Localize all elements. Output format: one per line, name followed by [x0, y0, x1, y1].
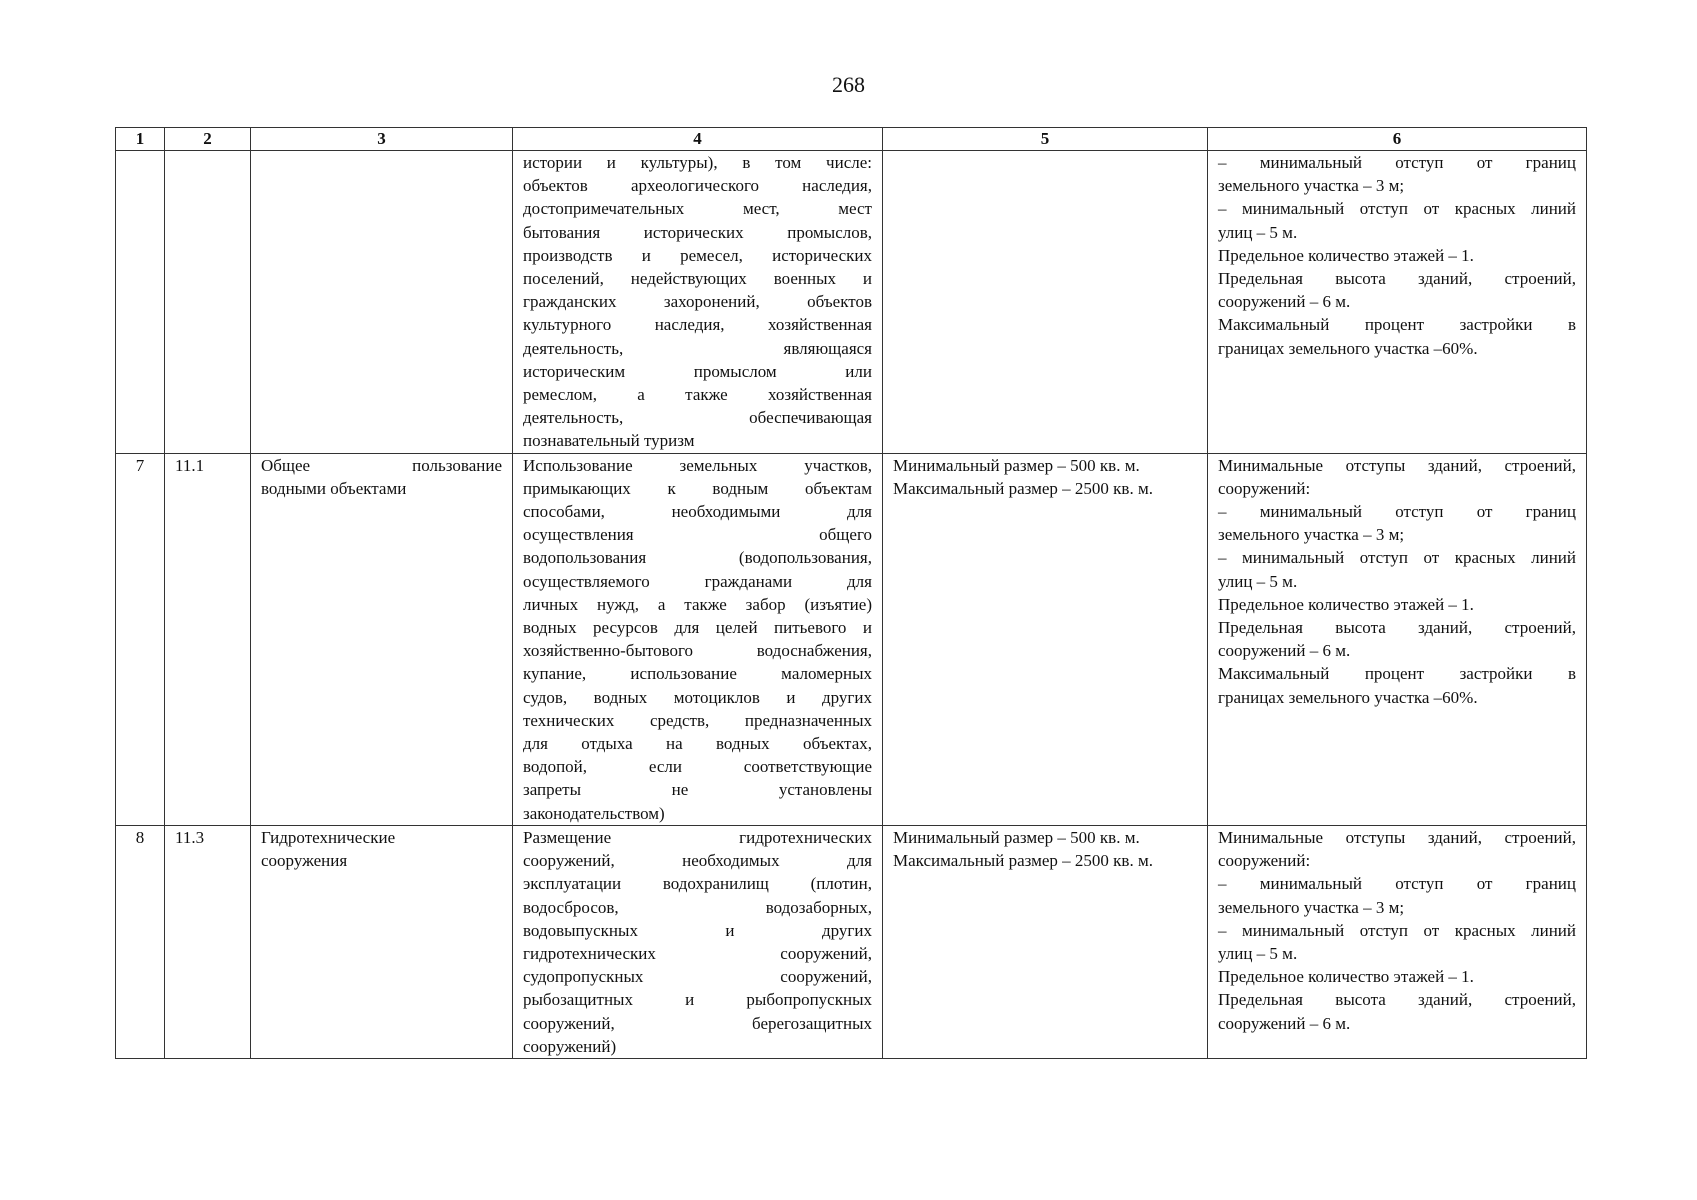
parameter-line: земельного участка – 3 м; [1218, 176, 1405, 196]
description-line: производств и ремесел, исторических [523, 245, 872, 265]
parameter-line: сооружений – 6 м. [1218, 641, 1351, 661]
plot-size-line: Максимальный размер – 2500 кв. м. [893, 851, 1153, 871]
parameter-line: сооружений: [1218, 478, 1311, 498]
plot-size-line: Минимальный размер – 500 кв. м. [893, 455, 1140, 475]
description-line: ремеслом, а также хозяйственная [523, 385, 872, 405]
parameter-line: земельного участка – 3 м; [1218, 525, 1405, 545]
description-line: деятельность, обеспечивающая [523, 408, 872, 428]
row-number-cell [116, 151, 165, 454]
description-line: водовыпускных и других [523, 920, 872, 940]
description-line: сооружений) [523, 1036, 617, 1056]
column-header: 4 [513, 128, 883, 151]
use-name-line: Гидротехнические [261, 827, 396, 847]
table-row [116, 151, 1587, 454]
description-line: купание, использование маломерных [523, 664, 872, 684]
row-number: 8 [135, 827, 145, 847]
parameter-line: границах земельного участка –60%. [1218, 687, 1478, 707]
description-line: познавательный туризм [523, 431, 695, 451]
description-line: для отдыха на водных объектах, [523, 734, 872, 754]
parameter-line: – минимальный отступ от границ [1218, 153, 1576, 172]
parameter-line: улиц – 5 м. [1218, 571, 1298, 591]
description-line: сооружений, берегозащитных [523, 1013, 872, 1033]
description-cell [513, 151, 883, 454]
use-name-line: водными объектами [261, 478, 407, 498]
use-name-cell [251, 825, 513, 1058]
table-header-row [116, 128, 1587, 151]
table-row [116, 825, 1587, 1058]
parameter-line: – минимальный отступ от красных линий [1218, 920, 1576, 940]
parameter-line: сооружений – 6 м. [1218, 1013, 1351, 1033]
description-line: Использование земельных участков, [523, 455, 872, 475]
page-number: 268 [832, 72, 865, 97]
table-row [116, 453, 1587, 825]
description-line: Размещение гидротехнических [523, 827, 872, 847]
parameter-line: Предельная высота зданий, строений, [1218, 618, 1576, 638]
use-name-cell [251, 453, 513, 825]
use-name-line: сооружения [261, 851, 348, 871]
row-number: 7 [135, 455, 145, 475]
description-line: поселений, недействующих военных и [523, 269, 872, 289]
description-line: деятельность, являющаяся [523, 338, 872, 358]
parameter-line: Предельное количество этажей – 1. [1218, 594, 1474, 614]
parameters-cell [1208, 151, 1587, 454]
description-cell [513, 825, 883, 1058]
description-line: водопользования (водопользования, [523, 548, 872, 568]
parameter-line: – минимальный отступ от красных линий [1218, 548, 1576, 568]
use-code: 11.1 [175, 455, 205, 475]
description-line: объектов археологического наследия, [523, 176, 872, 196]
description-line: сооружений, необходимых для [523, 851, 872, 871]
plot-size-cell [883, 151, 1208, 454]
parameter-line: Предельное количество этажей – 1. [1218, 245, 1474, 265]
description-line: судопропускных сооружений, [523, 967, 872, 987]
description-line: запреты не установлены [523, 780, 872, 800]
parameters-cell [1208, 825, 1587, 1058]
parameter-line: Максимальный процент застройки в [1218, 315, 1576, 335]
description-line: судов, водных мотоциклов и других [523, 687, 872, 707]
parameter-line: – минимальный отступ от границ [1218, 502, 1576, 522]
use-code: 11.3 [175, 827, 205, 847]
parameter-line: – минимальный отступ от границ [1218, 874, 1576, 894]
use-name-cell [251, 151, 513, 454]
parameter-line: Максимальный процент застройки в [1218, 664, 1576, 684]
description-line: рыбозащитных и рыбопропускных [523, 990, 872, 1010]
parameter-line: Минимальные отступы зданий, строений, [1218, 827, 1576, 847]
description-line: достопримечательных мест, мест [523, 199, 872, 219]
description-line: хозяйственно-бытового водоснабжения, [523, 641, 872, 661]
description-line: примыкающих к водным объектам [523, 478, 872, 498]
parameter-line: улиц – 5 м. [1218, 222, 1298, 242]
description-line: способами, необходимыми для [523, 502, 872, 522]
description-line: истории и культуры), в том числе: [523, 153, 872, 172]
use-name-line: Общее пользование [261, 455, 502, 475]
parameter-line: Минимальные отступы зданий, строений, [1218, 455, 1576, 475]
code-cell [165, 825, 251, 1058]
description-line: гражданских захоронений, объектов [523, 292, 872, 312]
description-line: осуществляемого гражданами для [523, 571, 872, 591]
plot-size-line: Минимальный размер – 500 кв. м. [893, 827, 1140, 847]
description-line: законодательством) [523, 803, 665, 823]
parameter-line: Предельная высота зданий, строений, [1218, 269, 1576, 289]
parameter-line: Предельное количество этажей – 1. [1218, 967, 1474, 987]
column-header: 2 [165, 128, 251, 151]
code-cell [165, 151, 251, 454]
parameters-cell [1208, 453, 1587, 825]
plot-size-line: Максимальный размер – 2500 кв. м. [893, 478, 1153, 498]
description-line: водопой, если соответствующие [523, 757, 872, 777]
plot-size-cell [883, 453, 1208, 825]
description-line: эксплуатации водохранилищ (плотин, [523, 874, 872, 894]
column-header: 5 [883, 128, 1208, 151]
parameter-line: улиц – 5 м. [1218, 943, 1298, 963]
code-cell [165, 453, 251, 825]
description-cell [513, 453, 883, 825]
description-line: водосбросов, водозаборных, [523, 897, 872, 917]
description-line: технических средств, предназначенных [523, 710, 872, 730]
description-line: историческим промыслом или [523, 361, 872, 381]
column-header: 3 [251, 128, 513, 151]
parameter-line: сооружений – 6 м. [1218, 292, 1351, 312]
parameter-line: сооружений: [1218, 851, 1311, 871]
parameter-line: Предельная высота зданий, строений, [1218, 990, 1576, 1010]
description-line: личных нужд, а также забор (изъятие) [523, 594, 872, 614]
description-line: культурного наследия, хозяйственная [523, 315, 872, 335]
description-line: водных ресурсов для целей питьевого и [523, 618, 872, 638]
parameter-line: – минимальный отступ от красных линий [1218, 199, 1576, 219]
column-header: 1 [116, 128, 165, 151]
description-line: гидротехнических сооружений, [523, 943, 872, 963]
parameter-line: земельного участка – 3 м; [1218, 897, 1405, 917]
row-number-cell [116, 453, 165, 825]
description-line: бытования исторических промыслов, [523, 222, 872, 242]
plot-size-cell [883, 825, 1208, 1058]
column-header: 6 [1208, 128, 1587, 151]
description-line: осуществления общего [523, 525, 872, 545]
parameter-line: границах земельного участка –60%. [1218, 338, 1478, 358]
row-number-cell [116, 825, 165, 1058]
regulations-table [115, 127, 1587, 1059]
